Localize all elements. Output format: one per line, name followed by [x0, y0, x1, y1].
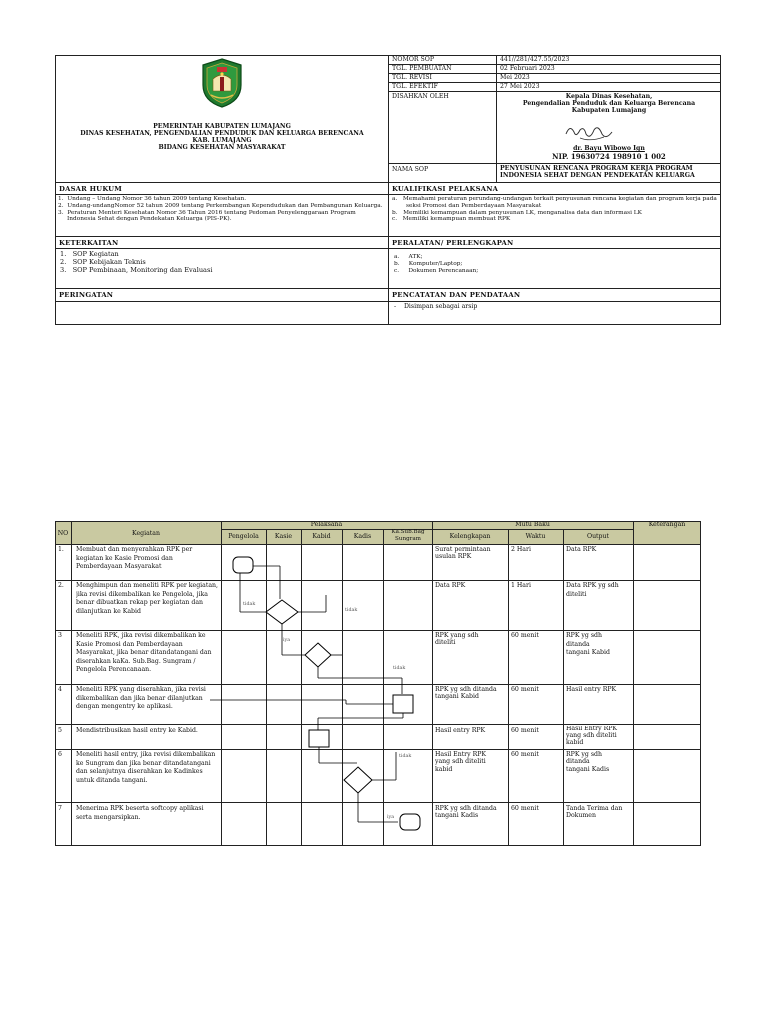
table-row-kelengkapan: RPK yg sdh ditanda tangani Kadis: [435, 805, 497, 820]
col-kabid: Kabid: [312, 533, 331, 540]
disahkan-label: DISAHKAN OLEH: [392, 93, 449, 100]
nama-sop-label: NAMA SOP: [392, 166, 429, 173]
kualifikasi-item-b: b. Memiliki kemampuan dalam penyusunan LK, menganalisa data dan informasi LK: [392, 209, 642, 216]
table-row-kegiatan: Menerima RPK beserta softcopy aplikasi serta mengarsipkan.: [76, 805, 204, 821]
col-keterangan: Keterangan: [648, 521, 686, 528]
pencatatan-item: - Disimpan sebagai arsip: [394, 303, 478, 310]
table-row-no: 5: [58, 727, 62, 734]
pencatatan-title: PENCATATAN DAN PENDATAAN: [392, 291, 521, 299]
peralatan-title: PERALATAN/ PERLENGKAPAN: [392, 239, 514, 247]
table-row-waktu: 2 Hari: [511, 546, 531, 553]
nama-sop-line-2: INDONESIA SEHAT DENGAN PENDEKATAN KELUARGA: [500, 172, 695, 179]
label-tidak-2: tidak: [345, 608, 358, 613]
peringatan-title: PERINGATAN: [59, 291, 114, 299]
table-row-no: 7: [58, 805, 62, 812]
table-row-no: 2.: [58, 582, 64, 589]
label-iya-2: iya: [387, 815, 395, 820]
table-row-output: RPK yg sdh ditanda tangani Kadis: [566, 751, 610, 773]
peralatan-item-a: a. ATK;: [394, 254, 423, 260]
disahkan-line-2: Pengendalian Penduduk dan Keluarga Berencana: [522, 100, 696, 107]
org-title-1: PEMERINTAH KABUPATEN LUMAJANG: [153, 123, 291, 130]
table-row-waktu: 60 menit: [511, 632, 539, 639]
col-kasie: Kasie: [274, 533, 293, 540]
disahkan-line-3: Kabupaten Lumajang: [571, 107, 647, 114]
peralatan-item-c: c. Dokumen Perencanaan;: [394, 267, 479, 274]
col-kadis: Kadis: [353, 533, 372, 540]
meta-label-efektif: TGL. EFEKTIF: [392, 83, 438, 90]
table-row-output: Hasil Entry RPK yang sdh diteliti kabid: [566, 726, 618, 746]
table-row-output: Data RPK: [566, 546, 597, 553]
label-tidak-3: tidak: [393, 666, 406, 671]
table-row-kelengkapan: Hasil Entry RPK yang sdh diteliti kabid: [435, 751, 487, 773]
label-iya-1: iya: [283, 638, 291, 643]
table-row-kelengkapan: Surat permintaan usulan RPK: [435, 546, 491, 561]
flow-decision-kasie: [266, 600, 298, 624]
table-row-no: 4: [58, 686, 62, 693]
table-row-kegiatan: Meneliti RPK yang diserahkan, jika revisi dikembalikan dan jika benar dilanjutkan dengan mengentry ke aplikasi.: [76, 686, 206, 711]
flow-start-terminator: [233, 557, 253, 573]
flow-decision-kadis: [344, 767, 372, 793]
table-row-waktu: 60 menit: [511, 686, 539, 693]
dasar-hukum-item-1: 1. Undang – Undang Nomor 36 tahun 2009 tentang Kesehatan.: [58, 196, 247, 202]
org-title-4: BIDANG KESEHATAN MASYARAKAT: [158, 144, 286, 151]
table-row-no: 6: [58, 751, 62, 758]
table-row-waktu: 60 menit: [511, 727, 539, 734]
flow-process-entry: [393, 695, 413, 713]
meta-value-nomor: 441//281/427.55/2023: [500, 56, 570, 63]
flow-end-terminator: [400, 814, 420, 830]
keterkaitan-item-1: 1. SOP Kegiatan: [60, 250, 119, 258]
meta-label-revisi: TGL. REVISI: [392, 74, 432, 81]
keterkaitan-item-3: 3. SOP Pembinaan, Monitoring dan Evaluasi: [60, 265, 213, 274]
table-row-no: 1.: [58, 546, 64, 553]
label-tidak-1: tidak: [243, 602, 256, 607]
table-row-waktu: 1 Hari: [511, 582, 531, 589]
table-row-output: RPK yg sdh ditanda tangani Kabid: [566, 632, 610, 657]
table-row-output: Data RPK yg sdh diteliti: [566, 582, 619, 598]
table-row-output: Tanda Terima dan Dokumen: [566, 805, 623, 820]
disahkan-line-1: Kepala Dinas Kesehatan,: [565, 93, 653, 100]
col-mutu-baku: Mutu Baku: [515, 521, 550, 528]
meta-value-revisi: Mei 2023: [500, 74, 530, 81]
table-row-kegiatan: Meneliti RPK, jika revisi dikembalikan ke Kasie Promosi dan Pemberdayaan Masyarakat, jika benar ditandatangani dan diserahkan kaKa. Sub.Bag. Sungram / Pengelola Perencanaan.: [76, 632, 212, 674]
col-output: Output: [587, 533, 609, 540]
meta-value-pembuatan: 02 Februari 2023: [500, 65, 555, 72]
table-row-kegiatan: Menghimpun dan meneliti RPK per kegiatan, jika revisi dikembalikan ke Pengelola, jika benar dibuatkan rekap per kegiatan dan dilanjutkan ke Kabid: [76, 582, 218, 615]
table-row-no: 3: [58, 632, 62, 639]
signer-name: dr. Bayu Wibowo Ign: [573, 145, 645, 152]
table-row-waktu: 60 menit: [511, 805, 539, 812]
dasar-hukum-item-3: 3. Peraturan Menteri Kesehatan Nomor 36 Tahun 2016 tentang Pedoman Penyelenggaraan Program Indonesia Sehat dengan Pendekatan Keluarga (PIS-PK).: [58, 209, 356, 223]
flow-process-distribusi: [309, 730, 329, 747]
table-row-output: Hasil entry RPK: [566, 686, 617, 693]
dasar-hukum-title: DASAR HUKUM: [59, 185, 123, 193]
col-kelengkapan: Kelengkapan: [449, 533, 491, 540]
kualifikasi-title: KUALIFIKASI PELAKSANA: [392, 185, 499, 193]
nama-sop-line-1: PENYUSUNAN RENCANA PROGRAM KERJA PROGRAM: [500, 165, 693, 172]
keterkaitan-title: KETERKAITAN: [59, 239, 119, 247]
col-pelaksana: Pelaksana: [310, 521, 343, 528]
table-row-kegiatan: Meneliti hasil entry, jika revisi dikembalikan ke Sungram dan jika benar ditandatangani dan selanjutnya diserahkan ke Kadinkes untuk ditanda tangani.: [76, 751, 216, 784]
table-row-kegiatan: Membuat dan menyerahkan RPK per kegiatan ke Kasie Promosi dan Pemberdayaan Masyarakat: [76, 546, 193, 571]
table-row-waktu: 60 menit: [511, 751, 539, 758]
keterkaitan-item-2: 2. SOP Kebijakan Teknis: [60, 257, 146, 266]
kualifikasi-item-c: c. Memiliki kemampuan membuat RPK: [392, 216, 511, 223]
col-kegiatan: Kegiatan: [132, 530, 160, 537]
org-title-2: DINAS KESEHATAN, PENGENDALIAN PENDUDUK DAN KELUARGA BERENCANA: [80, 130, 364, 137]
kualifikasi-item-a: a. Memahami peraturan perundang-undangan terkait penyusunan rencana kegiatan dan program kerja pada seksi Promosi dan Pemberdayaan Masyarakat: [392, 196, 717, 209]
table-row-kegiatan: Mendistribusikan hasil entry ke Kabid.: [76, 727, 198, 734]
flow-decision-kabid: [305, 643, 331, 667]
col-pengelola: Pengelola: [228, 533, 259, 540]
meta-label-pembuatan: TGL. PEMBUATAN: [392, 65, 452, 72]
table-row-kelengkapan: Hasil entry RPK: [435, 727, 486, 734]
meta-value-efektif: 27 Mei 2023: [500, 83, 540, 90]
table-row-kelengkapan: RPK yg sdh ditanda tangani Kabid: [435, 686, 497, 701]
col-kasubbag: Ka.Sub.Bag Sungram: [391, 529, 425, 542]
signer-nip: NIP. 19630724 198910 1 002: [552, 153, 666, 161]
dasar-hukum-item-2: 2. Undang-undangNomor 52 tahun 2009 tentang Perkembangan Kependudukan dan Pembangunan Keluarga.: [58, 202, 383, 209]
table-row-kelengkapan: Data RPK: [435, 582, 466, 589]
org-title-3: KAB. LUMAJANG: [192, 137, 252, 144]
label-tidak-4: tidak: [399, 754, 412, 759]
table-row-kelengkapan: RPK yang sdh diteliti: [435, 632, 479, 647]
peralatan-item-b: b. Komputer/Laptop;: [394, 260, 463, 267]
col-no: NO: [57, 530, 69, 537]
col-waktu: Waktu: [525, 533, 546, 540]
meta-label-nomor: NOMOR SOP: [392, 56, 434, 63]
